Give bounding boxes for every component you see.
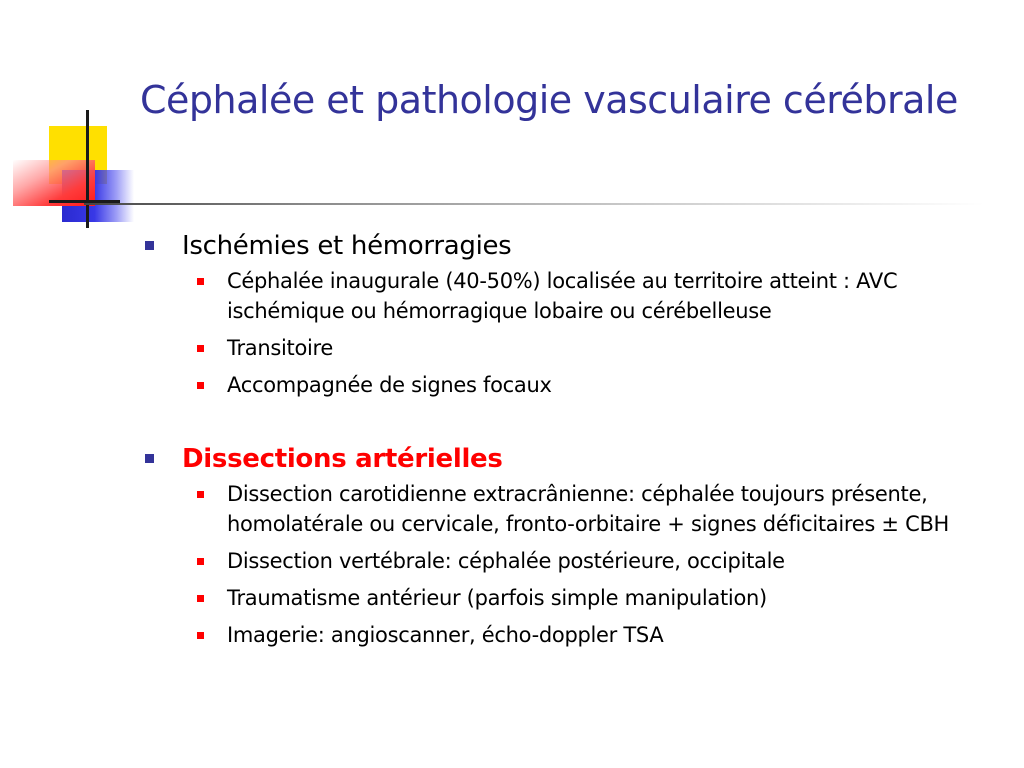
level2-item xyxy=(140,370,1000,400)
level1-item xyxy=(140,443,1000,475)
section-heading: Dissections artérielles xyxy=(182,444,503,474)
section-spacer xyxy=(140,407,1000,443)
bullet-text: Céphalée inaugurale (40-50%) localisée au territoire atteint : AVC ischémique ou hémorragique lobaire ou cérébelleuse xyxy=(227,269,898,323)
sub-list xyxy=(140,266,1000,400)
square-bullet-icon xyxy=(197,632,204,639)
bullet-text: Transitoire xyxy=(227,336,334,360)
level2-item xyxy=(140,333,1000,363)
bullet-text: Accompagnée de signes focaux xyxy=(227,373,552,397)
title-underline-rule xyxy=(84,203,984,205)
bullet-text: Dissection carotidienne extracrânienne: céphalée toujours présente, homolatérale ou cervicale, fronto-orbitaire + signes déficitaires ± CBH xyxy=(227,482,950,536)
square-bullet-icon xyxy=(197,345,204,352)
section-ischemies xyxy=(140,230,1000,400)
slide-body xyxy=(140,230,1000,657)
level2-item xyxy=(140,266,1000,326)
level2-item xyxy=(140,583,1000,613)
level1-item xyxy=(140,230,1000,262)
square-bullet-icon xyxy=(197,595,204,602)
level2-item xyxy=(140,620,1000,650)
square-bullet-icon xyxy=(197,278,204,285)
section-heading: Ischémies et hémorragies xyxy=(182,231,512,261)
sub-list xyxy=(140,479,1000,650)
square-bullet-icon xyxy=(145,241,154,250)
square-bullet-icon xyxy=(197,558,204,565)
square-bullet-icon xyxy=(197,491,204,498)
square-bullet-icon xyxy=(197,382,204,389)
slide-title: Céphalée et pathologie vasculaire cérébrale xyxy=(140,78,958,122)
level2-item xyxy=(140,479,1000,539)
bullet-text: Dissection vertébrale: céphalée postérieure, occipitale xyxy=(227,549,785,573)
section-dissections xyxy=(140,443,1000,650)
square-bullet-icon xyxy=(145,454,154,463)
decorative-vertical-line xyxy=(86,110,89,228)
bullet-text: Imagerie: angioscanner, écho-doppler TSA xyxy=(227,623,664,647)
bullet-text: Traumatisme antérieur (parfois simple manipulation) xyxy=(227,586,767,610)
level2-item xyxy=(140,546,1000,576)
